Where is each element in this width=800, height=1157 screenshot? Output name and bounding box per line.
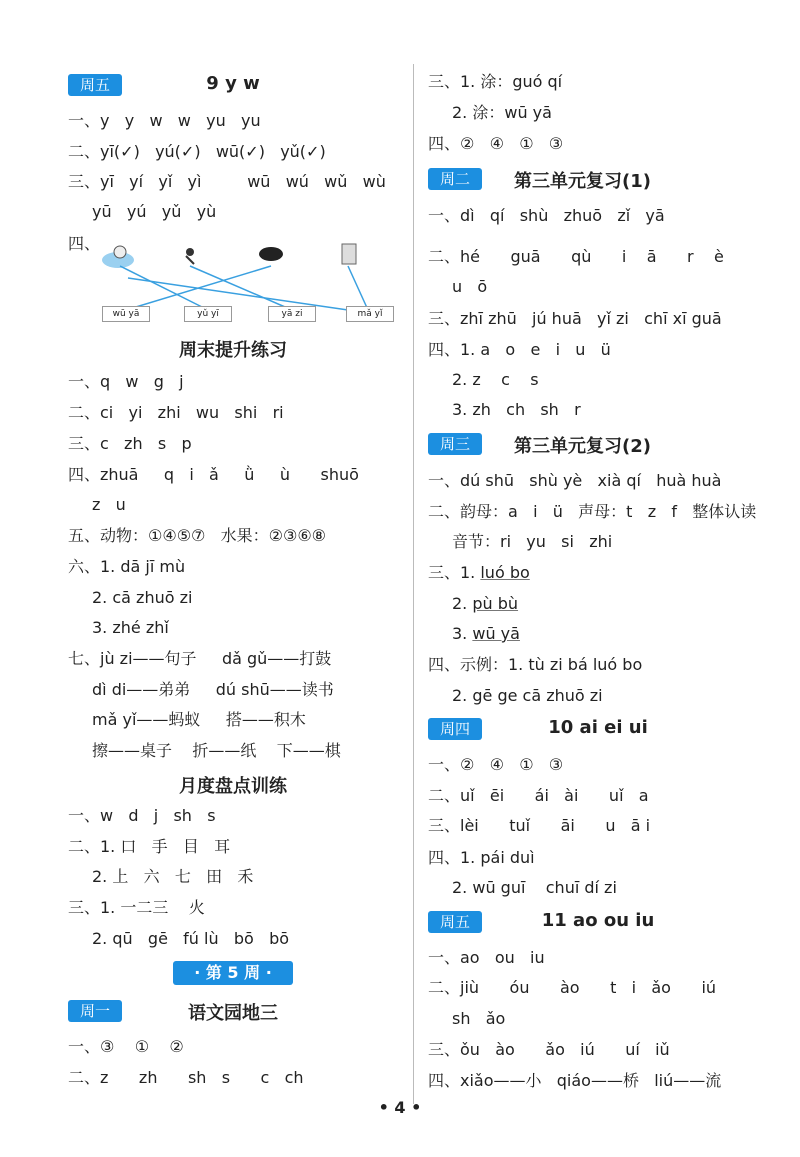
answer-line: 2. z c s	[452, 370, 539, 389]
answer-line: 2. wū guī chuī dí zi	[452, 878, 617, 897]
day-badge: 周三	[428, 433, 482, 455]
page-number: • 4 •	[378, 1098, 422, 1117]
answer-line: 七、jù zi——句子 dǎ gǔ——打鼓	[68, 649, 332, 668]
answer-line: 五、动物：①④⑤⑦ 水果：②③⑥⑧	[68, 526, 327, 545]
lesson-title: 语文园地三	[188, 1003, 278, 1024]
section-title: 周末提升练习	[179, 340, 287, 361]
answer-line: 三、c zh s p	[68, 434, 192, 453]
section-header-fri-11	[428, 911, 768, 937]
answer-line: 擦——桌子 折——纸 下——棋	[92, 741, 341, 760]
answer-line: 二、yī(✓) yú(✓) wū(✓) yǔ(✓)	[68, 142, 326, 161]
day-badge: 周五	[68, 74, 122, 96]
answer-line: yū yú yǔ yù	[92, 202, 217, 221]
answer-line: 2. gē ge cā zhuō zi	[452, 686, 603, 705]
answer-line: sh ǎo	[452, 1009, 506, 1028]
answer-line: u ō	[452, 277, 488, 296]
answer-line: 2. cā zhuō zi	[92, 588, 193, 607]
answer-line: 2. qū gē fú lù bō bō	[92, 929, 290, 948]
answer-line: 三、yī yí yǐ yì wū wú wǔ wù	[68, 172, 386, 191]
answer-line: 3. wū yā	[452, 624, 520, 643]
answer-line: 一、② ④ ① ③	[428, 755, 564, 774]
answer-line: 三、1. 一二三 火	[68, 898, 205, 917]
answer-line: 二、z zh sh s c ch	[68, 1068, 304, 1087]
answer-line: 四、	[68, 234, 101, 253]
answer-line: 四、② ④ ① ③	[428, 134, 564, 153]
answer-line: 三、lèi tuǐ āi u ā i	[428, 816, 651, 835]
answer-line: 3. zh ch sh r	[452, 400, 581, 419]
answer-line: 一、dú shū shù yè xià qí huà huà	[428, 471, 722, 490]
lesson-title: 9 y w	[206, 73, 260, 94]
day-badge: 周二	[428, 168, 482, 190]
week-banner: · 第 5 周 ·	[173, 961, 293, 985]
answer-line: 二、ci yi zhi wu shi ri	[68, 403, 284, 422]
match-label: wū yā	[102, 306, 150, 322]
answer-line: z u	[92, 495, 126, 514]
answer-line: 2. pù bù	[452, 594, 519, 613]
answer-line: 四、xiǎo——小 qiáo——桥 liú——流	[428, 1071, 722, 1090]
answer-line: 2. 上 六 七 田 禾	[92, 867, 254, 886]
answer-line: 三、zhī zhū jú huā yǐ zi chī xī guā	[428, 309, 722, 328]
answer-line: 四、示例：1. tù zi bá luó bo	[428, 655, 643, 674]
answer-line: 音节：ri yu si zhi	[452, 532, 613, 551]
answer-line: 四、1. pái duì	[428, 848, 535, 867]
answer-line: 二、jiù óu ào t i ǎo iú	[428, 978, 717, 997]
match-label: yā zi	[268, 306, 316, 322]
answer-line: 二、韵母：a i ü 声母：t z f 整体认读	[428, 502, 757, 521]
answer-line: 一、③ ① ②	[68, 1037, 184, 1056]
section-header-mon	[68, 1000, 398, 1026]
answer-line: 二、1. 口 手 目 耳	[68, 837, 231, 856]
answer-line: 一、q w g j	[68, 372, 184, 391]
answer-line: 三、ǒu ào ǎo iú uí iǔ	[428, 1040, 670, 1059]
answer-line: 一、dì qí shù zhuō zǐ yā	[428, 206, 665, 225]
answer-line: 六、1. dā jī mù	[68, 557, 186, 576]
answer-line: 三、1. luó bo	[428, 563, 530, 582]
lesson-title: 10 ai ei ui	[548, 717, 648, 738]
match-label: yǔ yī	[184, 306, 232, 322]
lesson-title: 第三单元复习(2)	[514, 436, 651, 457]
answer-line: 一、y y w w yu yu	[68, 111, 261, 130]
section-title: 月度盘点训练	[179, 776, 287, 797]
column-divider	[413, 64, 414, 1104]
answer-line: mǎ yǐ——蚂蚁 搭——积木	[92, 710, 306, 729]
day-badge: 周五	[428, 911, 482, 933]
day-badge: 周一	[68, 1000, 122, 1022]
section-header-wed	[428, 433, 768, 459]
answer-line: 四、zhuā q i ǎ ǜ ù shuō	[68, 465, 359, 484]
matching-exercise	[98, 238, 398, 322]
answer-line: 3. zhé zhǐ	[92, 618, 169, 637]
section-header-tue	[428, 168, 768, 194]
lesson-title: 11 ao ou iu	[541, 910, 655, 931]
section-header-thu	[428, 718, 768, 744]
answer-line: 2. 涂：wū yā	[452, 103, 552, 122]
answer-line: 三、1. 涂：guó qí	[428, 72, 563, 91]
section-header-fri-9	[68, 74, 398, 100]
lesson-title: 第三单元复习(1)	[514, 171, 651, 192]
answer-line: 一、w d j sh s	[68, 806, 216, 825]
answer-line: 二、hé guā qù i ā r è	[428, 247, 724, 266]
answer-line: dì di——弟弟 dú shū——读书	[92, 680, 334, 699]
answer-line: 四、1. a o e i u ü	[428, 340, 611, 359]
answer-line: 二、uǐ ēi ái ài uǐ a	[428, 786, 649, 805]
day-badge: 周四	[428, 718, 482, 740]
answer-line: 一、ao ou iu	[428, 948, 545, 967]
match-label: mǎ yǐ	[346, 306, 394, 322]
